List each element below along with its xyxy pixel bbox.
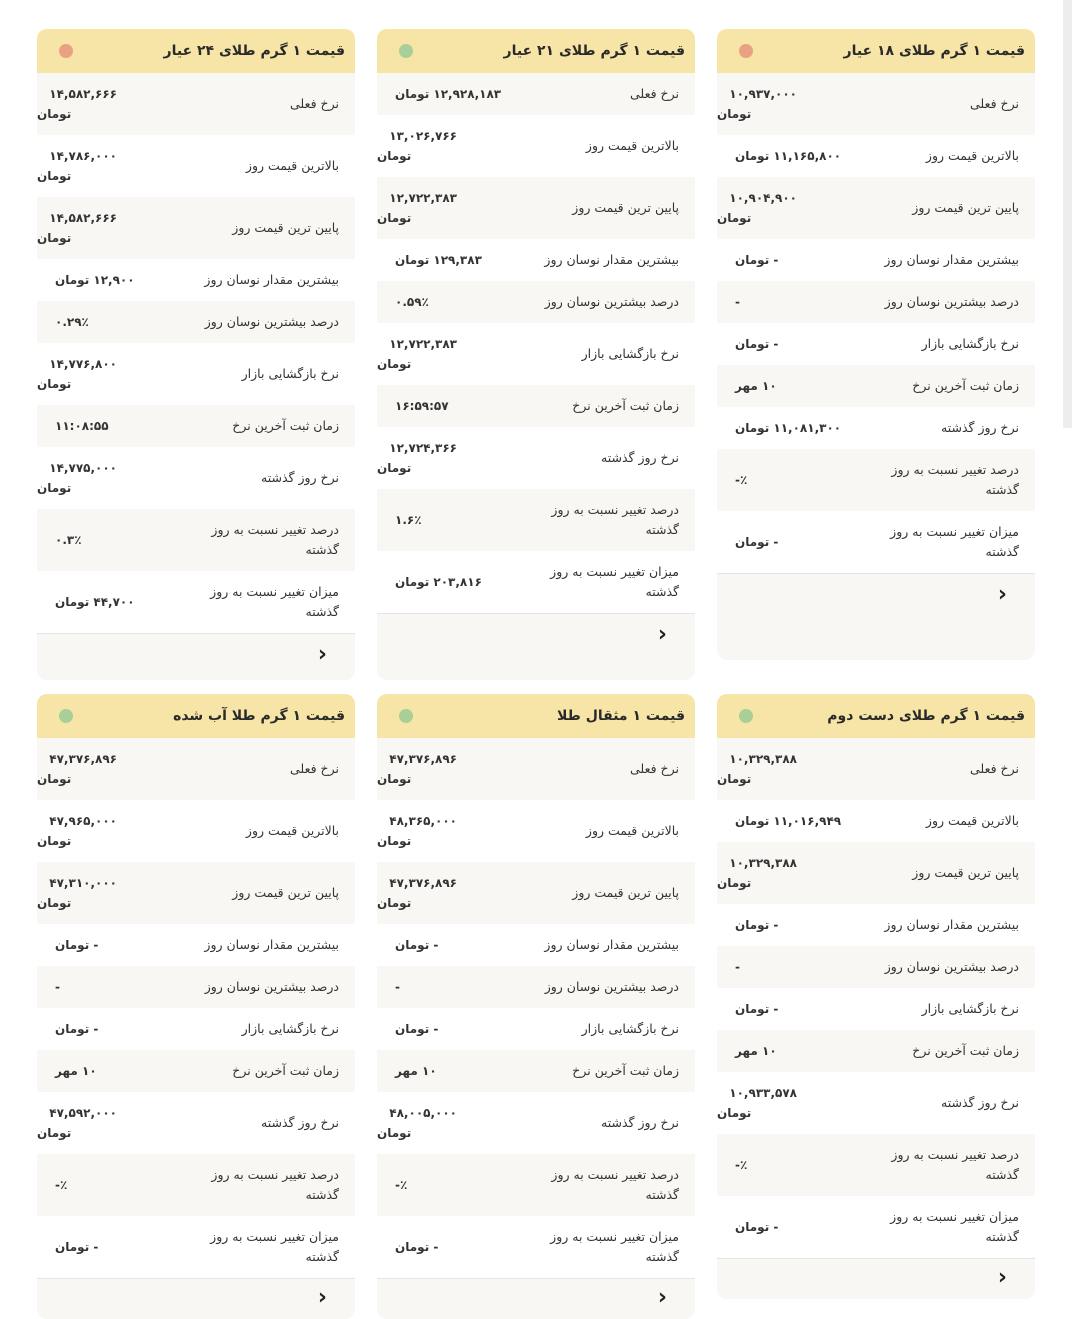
row-label: میزان تغییر نسبت به روز گذشته	[210, 1229, 339, 1264]
price-row	[37, 447, 355, 509]
value-text: ۱۲۹,۳۸۳ تومان	[395, 253, 482, 267]
card-title: قیمت ۱ گرم طلا آب شده	[173, 708, 345, 724]
row-label: میزان تغییر نسبت به روز گذشته	[550, 564, 679, 599]
row-value	[377, 510, 519, 530]
price-row	[377, 427, 695, 489]
row-value	[377, 572, 519, 592]
row-label: درصد تغییر نسبت به روز گذشته	[211, 522, 339, 557]
value-number: ۱۰,۳۲۹,۳۸۸	[729, 752, 797, 766]
value-unit: تومان	[377, 211, 412, 225]
card-title: قیمت ۱ گرم طلای دست دوم	[827, 708, 1025, 724]
status-dot-icon	[739, 44, 753, 58]
row-label: بیشترین مقدار نوسان روز	[204, 937, 339, 952]
row-value	[717, 188, 859, 228]
row-value	[717, 1155, 859, 1175]
value-number: ۱۴,۵۸۲,۶۶۶	[49, 211, 117, 225]
value-text: ۱۲,۹۰۰ تومان	[55, 273, 135, 287]
price-row	[377, 177, 695, 239]
price-card	[37, 29, 355, 680]
price-row	[37, 73, 355, 135]
value-number: ۴۸,۰۰۵,۰۰۰	[389, 1106, 457, 1120]
price-row	[37, 862, 355, 924]
row-value	[717, 999, 859, 1019]
row-label: درصد بیشترین نوسان روز	[544, 294, 679, 309]
row-label: درصد تغییر نسبت به روز گذشته	[891, 462, 1019, 497]
row-value	[377, 84, 519, 104]
value-number: ۴۷,۵۹۲,۰۰۰	[49, 1106, 117, 1120]
row-label: بالاترین قیمت روز	[245, 823, 339, 838]
card-footer	[377, 613, 695, 680]
value-text: ۱۰ مهر	[55, 1064, 97, 1078]
row-value	[37, 592, 179, 612]
price-row	[377, 1050, 695, 1092]
row-label: زمان ثبت آخرین نرخ	[572, 398, 679, 413]
price-row	[37, 1154, 355, 1216]
row-value	[377, 396, 519, 416]
price-row	[377, 281, 695, 323]
price-row	[717, 738, 1035, 800]
value-unit: تومان	[717, 107, 752, 121]
row-value	[37, 1061, 179, 1081]
card-title: قیمت ۱ گرم طلای ۲۱ عیار	[503, 43, 685, 59]
price-row	[717, 946, 1035, 988]
chevron-left-icon[interactable]: ‹	[317, 1285, 327, 1310]
value-unit: تومان	[377, 834, 412, 848]
row-label: بالاترین قیمت روز	[585, 138, 679, 153]
row-value	[717, 292, 859, 312]
row-value	[37, 84, 179, 124]
card-header	[37, 694, 355, 738]
value-number: ۱۴,۷۷۵,۰۰۰	[49, 461, 117, 475]
row-label: درصد بیشترین نوسان روز	[884, 959, 1019, 974]
value-text: ۱۶:۵۹:۵۷	[395, 399, 449, 413]
card-footer	[37, 633, 355, 680]
price-row	[717, 73, 1035, 135]
row-label: نرخ روز گذشته	[601, 450, 679, 465]
row-value	[37, 873, 179, 913]
row-value	[717, 250, 859, 270]
price-row	[377, 239, 695, 281]
row-value	[37, 977, 179, 997]
chevron-left-icon[interactable]: ‹	[657, 622, 667, 647]
value-number: ۴۷,۹۶۵,۰۰۰	[49, 814, 117, 828]
card-title: قیمت ۱ گرم طلای ۲۴ عیار	[163, 43, 345, 59]
row-label: بیشترین مقدار نوسان روز	[204, 272, 339, 287]
value-text: ٪-	[55, 1178, 68, 1192]
price-row	[37, 405, 355, 447]
row-label: زمان ثبت آخرین نرخ	[912, 1043, 1019, 1058]
price-row	[717, 1134, 1035, 1196]
value-text: - تومان	[395, 938, 439, 952]
price-row	[37, 135, 355, 197]
row-label: میزان تغییر نسبت به روز گذشته	[890, 524, 1019, 559]
value-number: ۴۸,۳۶۵,۰۰۰	[389, 814, 457, 828]
price-row	[37, 571, 355, 633]
value-text: - تومان	[735, 1002, 779, 1016]
row-label: پایین ترین قیمت روز	[912, 865, 1019, 880]
row-value	[37, 1103, 179, 1143]
value-unit: تومان	[37, 834, 72, 848]
row-label: نرخ بازگشایی بازار	[581, 1021, 679, 1036]
price-row	[37, 301, 355, 343]
value-text: ۱۱,۰۱۶,۹۴۹ تومان	[735, 814, 842, 828]
row-value	[717, 418, 859, 438]
row-value	[717, 1041, 859, 1061]
row-label: میزان تغییر نسبت به روز گذشته	[550, 1229, 679, 1264]
value-text: -	[735, 960, 740, 974]
value-text: ۱۰ مهر	[395, 1064, 437, 1078]
price-row	[377, 1092, 695, 1154]
price-row	[717, 800, 1035, 842]
chevron-left-icon[interactable]: ‹	[657, 1285, 667, 1310]
status-dot-icon	[399, 709, 413, 723]
value-text: -	[55, 980, 60, 994]
value-text: ٪-	[735, 1158, 748, 1172]
row-value	[377, 438, 519, 478]
value-text: ۱۱:۰۸:۵۵	[55, 419, 109, 433]
row-label: نرخ فعلی	[630, 86, 679, 101]
price-row	[377, 1154, 695, 1216]
row-value	[377, 749, 519, 789]
status-dot-icon	[59, 44, 73, 58]
price-row	[37, 966, 355, 1008]
row-value	[37, 1175, 179, 1195]
price-row	[37, 343, 355, 405]
price-row	[37, 1050, 355, 1092]
value-unit: تومان	[37, 231, 72, 245]
value-unit: تومان	[377, 149, 412, 163]
row-value	[377, 188, 519, 228]
row-value	[377, 977, 519, 997]
row-label: درصد بیشترین نوسان روز	[204, 314, 339, 329]
row-value	[37, 146, 179, 186]
price-row	[377, 924, 695, 966]
price-row	[717, 177, 1035, 239]
row-value	[377, 1019, 519, 1039]
row-label: درصد بیشترین نوسان روز	[204, 979, 339, 994]
value-text: -	[735, 295, 740, 309]
value-text: - تومان	[735, 535, 779, 549]
price-row	[717, 281, 1035, 323]
price-row	[37, 197, 355, 259]
row-label: نرخ روز گذشته	[941, 1095, 1019, 1110]
row-label: زمان ثبت آخرین نرخ	[232, 418, 339, 433]
value-text: ۱۰ مهر	[735, 379, 777, 393]
row-value	[377, 1237, 519, 1257]
row-label: نرخ فعلی	[630, 761, 679, 776]
value-unit: تومان	[37, 1126, 72, 1140]
row-label: نرخ بازگشایی بازار	[241, 1021, 339, 1036]
row-label: درصد بیشترین نوسان روز	[884, 294, 1019, 309]
row-label: زمان ثبت آخرین نرخ	[232, 1063, 339, 1078]
row-value	[717, 532, 859, 552]
value-unit: تومان	[717, 211, 752, 225]
row-value	[37, 312, 179, 332]
value-number: ۱۴,۵۸۲,۶۶۶	[49, 87, 117, 101]
chevron-left-icon[interactable]: ‹	[997, 1265, 1007, 1290]
row-label: نرخ بازگشایی بازار	[921, 1001, 1019, 1016]
row-label: زمان ثبت آخرین نرخ	[912, 378, 1019, 393]
row-label: نرخ روز گذشته	[261, 1115, 339, 1130]
value-unit: تومان	[717, 772, 752, 786]
row-label: درصد تغییر نسبت به روز گذشته	[891, 1147, 1019, 1182]
row-value	[377, 1061, 519, 1081]
row-label: پایین ترین قیمت روز	[572, 885, 679, 900]
row-label: زمان ثبت آخرین نرخ	[572, 1063, 679, 1078]
price-row	[37, 738, 355, 800]
row-value	[377, 873, 519, 913]
row-value	[377, 292, 519, 312]
value-text: - تومان	[395, 1022, 439, 1036]
price-row	[717, 323, 1035, 365]
value-unit: تومان	[377, 1126, 412, 1140]
price-row	[717, 511, 1035, 573]
row-label: نرخ روز گذشته	[261, 470, 339, 485]
value-unit: تومان	[37, 107, 72, 121]
price-row	[377, 323, 695, 385]
price-row	[377, 738, 695, 800]
value-text: ٪-	[395, 1178, 408, 1192]
card-footer	[377, 1278, 695, 1319]
price-row	[37, 924, 355, 966]
value-number: ۱۲,۷۲۲,۳۸۳	[389, 191, 457, 205]
card-header	[717, 29, 1035, 73]
row-label: درصد تغییر نسبت به روز گذشته	[211, 1167, 339, 1202]
price-row	[377, 800, 695, 862]
row-label: بیشترین مقدار نوسان روز	[544, 937, 679, 952]
row-value	[717, 915, 859, 935]
value-unit: تومان	[37, 772, 72, 786]
chevron-left-icon[interactable]: ‹	[997, 582, 1007, 607]
card-header	[377, 694, 695, 738]
row-value	[377, 1175, 519, 1195]
value-text: - تومان	[735, 337, 779, 351]
value-number: ۴۷,۳۷۶,۸۹۶	[49, 752, 117, 766]
value-number: ۱۴,۷۷۶,۸۰۰	[49, 357, 117, 371]
value-unit: تومان	[717, 876, 752, 890]
row-label: پایین ترین قیمت روز	[232, 220, 339, 235]
row-value	[717, 470, 859, 490]
price-card	[377, 694, 695, 1319]
row-value	[37, 208, 179, 248]
row-value	[717, 1083, 859, 1123]
row-label: بیشترین مقدار نوسان روز	[544, 252, 679, 267]
row-label: پایین ترین قیمت روز	[912, 200, 1019, 215]
value-text: ۰.۲۹٪	[55, 315, 89, 329]
row-value	[37, 811, 179, 851]
row-value	[37, 1237, 179, 1257]
price-row	[37, 259, 355, 301]
card-footer	[37, 1278, 355, 1319]
status-dot-icon	[59, 709, 73, 723]
row-label: درصد بیشترین نوسان روز	[544, 979, 679, 994]
row-label: بیشترین مقدار نوسان روز	[884, 252, 1019, 267]
price-row	[377, 862, 695, 924]
price-row	[717, 904, 1035, 946]
value-text: - تومان	[55, 1022, 99, 1036]
scrollbar[interactable]	[1063, 0, 1072, 428]
value-unit: تومان	[377, 896, 412, 910]
value-text: ۱.۶٪	[395, 513, 422, 527]
row-value	[37, 354, 179, 394]
row-label: میزان تغییر نسبت به روز گذشته	[210, 584, 339, 619]
row-value	[37, 1019, 179, 1039]
row-value	[377, 935, 519, 955]
row-label: بالاترین قیمت روز	[245, 158, 339, 173]
price-row	[377, 1008, 695, 1050]
card-title: قیمت ۱ مثقال طلا	[557, 708, 685, 724]
price-row	[717, 239, 1035, 281]
status-dot-icon	[399, 44, 413, 58]
price-row	[377, 385, 695, 427]
value-number: ۱۰,۳۲۹,۳۸۸	[729, 856, 797, 870]
value-unit: تومان	[377, 461, 412, 475]
row-label: نرخ بازگشایی بازار	[581, 346, 679, 361]
value-number: ۱۰,۹۳۳,۵۷۸	[729, 1086, 797, 1100]
value-text: ٪-	[735, 473, 748, 487]
row-label: نرخ روز گذشته	[601, 1115, 679, 1130]
card-header	[37, 29, 355, 73]
price-row	[717, 407, 1035, 449]
value-text: ۱۱,۰۸۱,۳۰۰ تومان	[735, 421, 842, 435]
price-row	[377, 489, 695, 551]
value-unit: تومان	[37, 481, 72, 495]
value-number: ۴۷,۳۱۰,۰۰۰	[49, 876, 117, 890]
value-number: ۱۴,۷۸۶,۰۰۰	[49, 149, 117, 163]
value-text: ۲۰۳,۸۱۶ تومان	[395, 575, 482, 589]
price-row	[717, 1196, 1035, 1258]
value-text: - تومان	[735, 918, 779, 932]
value-text: ۰.۳٪	[55, 533, 82, 547]
status-dot-icon	[739, 709, 753, 723]
value-text: ۱۲,۹۲۸,۱۸۳ تومان	[395, 87, 502, 101]
row-label: بالاترین قیمت روز	[925, 813, 1019, 828]
value-number: ۴۷,۳۷۶,۸۹۶	[389, 876, 457, 890]
row-value	[377, 250, 519, 270]
price-row	[377, 115, 695, 177]
price-row	[377, 966, 695, 1008]
row-value	[37, 458, 179, 498]
row-value	[37, 270, 179, 290]
price-row	[717, 1030, 1035, 1072]
row-value	[377, 334, 519, 374]
row-value	[37, 416, 179, 436]
row-label: نرخ روز گذشته	[941, 420, 1019, 435]
price-row	[37, 1092, 355, 1154]
price-row	[37, 509, 355, 571]
value-unit: تومان	[377, 772, 412, 786]
row-label: نرخ فعلی	[970, 761, 1019, 776]
row-label: درصد تغییر نسبت به روز گذشته	[551, 502, 679, 537]
value-text: ۴۴,۷۰۰ تومان	[55, 595, 135, 609]
row-label: پایین ترین قیمت روز	[232, 885, 339, 900]
price-row	[377, 551, 695, 613]
price-row	[37, 1216, 355, 1278]
value-text: ۱۱,۱۶۵,۸۰۰ تومان	[735, 149, 842, 163]
row-label: درصد تغییر نسبت به روز گذشته	[551, 1167, 679, 1202]
value-unit: تومان	[377, 357, 412, 371]
row-label: نرخ بازگشایی بازار	[921, 336, 1019, 351]
row-value	[377, 126, 519, 166]
row-value	[717, 1217, 859, 1237]
value-text: ۱۰ مهر	[735, 1044, 777, 1058]
row-value	[717, 957, 859, 977]
price-card	[717, 29, 1035, 660]
row-value	[717, 749, 859, 789]
row-value	[717, 84, 859, 124]
row-value	[37, 530, 179, 550]
price-row	[377, 1216, 695, 1278]
row-label: پایین ترین قیمت روز	[572, 200, 679, 215]
row-value	[717, 376, 859, 396]
price-row	[717, 135, 1035, 177]
value-number: ۱۰,۹۰۴,۹۰۰	[729, 191, 797, 205]
price-row	[717, 365, 1035, 407]
price-row	[37, 1008, 355, 1050]
value-number: ۱۳,۰۲۶,۷۶۶	[389, 129, 457, 143]
row-label: بالاترین قیمت روز	[585, 823, 679, 838]
card-title: قیمت ۱ گرم طلای ۱۸ عیار	[843, 43, 1025, 59]
card-footer	[717, 573, 1035, 660]
row-value	[37, 749, 179, 789]
value-unit: تومان	[37, 377, 72, 391]
row-label: نرخ فعلی	[970, 96, 1019, 111]
row-label: میزان تغییر نسبت به روز گذشته	[890, 1209, 1019, 1244]
row-value	[717, 853, 859, 893]
value-number: ۱۰,۹۳۷,۰۰۰	[729, 87, 797, 101]
row-label: نرخ بازگشایی بازار	[241, 366, 339, 381]
price-row	[717, 449, 1035, 511]
row-value	[717, 811, 859, 831]
value-text: ۰.۵۹٪	[395, 295, 429, 309]
value-number: ۱۲,۷۲۴,۳۶۶	[389, 441, 457, 455]
price-card	[37, 694, 355, 1319]
row-value	[377, 811, 519, 851]
price-row	[37, 800, 355, 862]
value-text: - تومان	[735, 253, 779, 267]
value-unit: تومان	[717, 1106, 752, 1120]
value-unit: تومان	[37, 169, 72, 183]
value-text: - تومان	[395, 1240, 439, 1254]
price-row	[717, 988, 1035, 1030]
value-unit: تومان	[37, 896, 72, 910]
row-label: نرخ فعلی	[290, 96, 339, 111]
value-text: - تومان	[55, 938, 99, 952]
value-text: -	[395, 980, 400, 994]
row-label: بیشترین مقدار نوسان روز	[884, 917, 1019, 932]
value-number: ۱۲,۷۲۲,۳۸۳	[389, 337, 457, 351]
value-text: - تومان	[735, 1220, 779, 1234]
value-text: - تومان	[55, 1240, 99, 1254]
row-label: بالاترین قیمت روز	[925, 148, 1019, 163]
row-label: نرخ فعلی	[290, 761, 339, 776]
row-value	[37, 935, 179, 955]
price-row	[717, 1072, 1035, 1134]
price-card	[717, 694, 1035, 1299]
card-footer	[717, 1258, 1035, 1299]
price-row	[377, 73, 695, 115]
value-number: ۴۷,۳۷۶,۸۹۶	[389, 752, 457, 766]
price-row	[717, 842, 1035, 904]
chevron-left-icon[interactable]: ‹	[317, 642, 327, 667]
row-value	[717, 146, 859, 166]
price-card	[377, 29, 695, 680]
row-value	[717, 334, 859, 354]
card-header	[717, 694, 1035, 738]
card-header	[377, 29, 695, 73]
row-value	[377, 1103, 519, 1143]
